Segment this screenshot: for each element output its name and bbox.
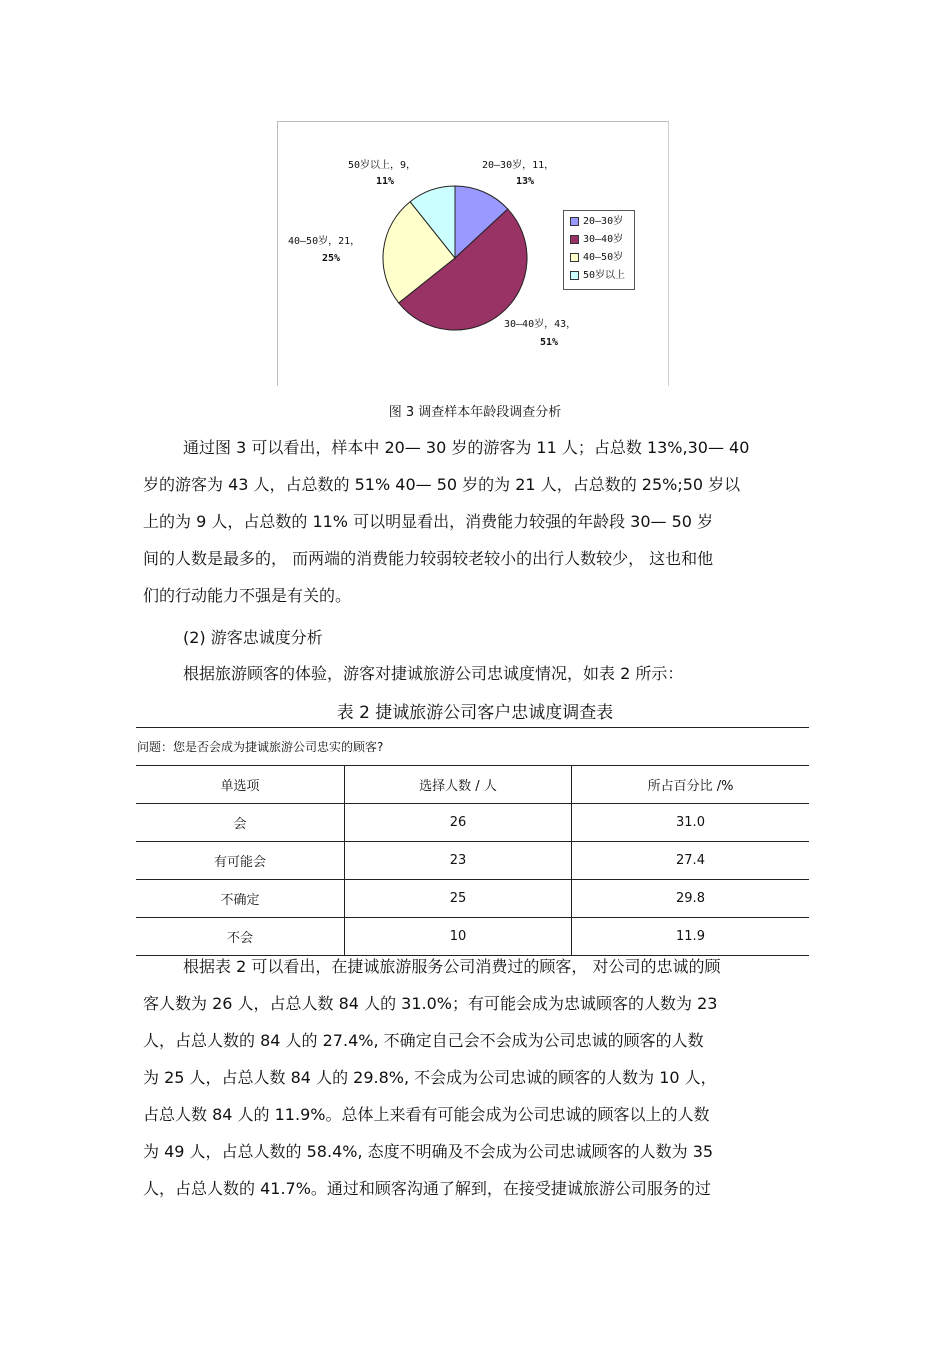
legend-label: 30—40岁	[583, 234, 624, 245]
pie-chart-frame	[277, 121, 669, 386]
legend-swatch	[570, 271, 579, 280]
header-cell: 单选项	[136, 766, 345, 804]
table-row	[136, 804, 809, 842]
text-line: 为 25 人，占总人数 84 人的 29.8%, 不会成为公司忠诚的顾客的人数为 10 人，	[143, 1068, 717, 1087]
text-line: 上的为 9 人，占总数的 11% 可以明显看出，消费能力较强的年龄段 30— 50 岁	[143, 512, 714, 531]
legend-swatch	[570, 253, 579, 262]
slice-label-4: 50岁以上，9，	[348, 160, 417, 171]
cell: 27.4	[572, 842, 810, 880]
cell: 29.8	[572, 880, 810, 918]
legend-label: 40—50岁	[583, 252, 624, 263]
table-question-row	[136, 728, 809, 766]
header-cell: 选择人数 / 人	[345, 766, 572, 804]
text-line: 通过图 3 可以看出，样本中 20— 30 岁的游客为 11 人；占总数 13%,30— 40	[183, 438, 750, 457]
cell: 26	[345, 804, 572, 842]
text-line: 人，占总人数的 41.7%。通过和顾客沟通了解到，在接受捷诚旅游公司服务的过	[143, 1179, 711, 1198]
legend-label: 50岁以上	[583, 270, 626, 281]
cell: 23	[345, 842, 572, 880]
text-line: 占总人数 84 人的 11.9%。总体上来看有可能会成为公司忠诚的顾客以上的人数	[143, 1105, 710, 1124]
slice-pct-4: 11%	[376, 176, 395, 187]
cell: 10	[345, 918, 572, 956]
legend-swatch	[570, 235, 579, 244]
legend-item	[570, 233, 623, 247]
legend-label: 20—30岁	[583, 216, 624, 227]
text-line: 间的人数是最多的， 而两端的消费能力较弱较老较小的出行人数较少， 这也和他	[143, 549, 714, 568]
slice-pct-2: 51%	[540, 337, 559, 348]
header-cell: 所占百分比 /%	[572, 766, 810, 804]
slice-label-3: 40—50岁，21，	[288, 236, 361, 247]
legend-swatch	[570, 217, 579, 226]
section-heading: (2) 游客忠诚度分析	[183, 628, 323, 647]
slice-pct-1: 13%	[516, 176, 535, 187]
chart-legend	[563, 210, 635, 290]
figure-caption: 图 3 调查样本年龄段调查分析	[388, 405, 562, 420]
table-row	[136, 842, 809, 880]
text-line: 为 49 人，占总人数的 58.4%, 态度不明确及不会成为公司忠诚顾客的人数为 35	[143, 1142, 714, 1161]
cell: 31.0	[572, 804, 810, 842]
table-header-row	[136, 766, 809, 804]
slice-label-1: 20—30岁，11，	[482, 160, 555, 171]
table-title: 表 2 捷诚旅游公司客户忠诚度调查表	[336, 703, 614, 723]
table-row	[136, 880, 809, 918]
loyalty-table	[136, 727, 809, 956]
legend-item	[570, 215, 623, 229]
slice-label-2: 30—40岁，43，	[504, 319, 577, 330]
slice-pct-3: 25%	[322, 253, 341, 264]
table-question: 问题：您是否会成为捷诚旅游公司忠实的顾客?	[136, 728, 809, 766]
text-line: 根据表 2 可以看出，在捷诚旅游服务公司消费过的顾客， 对公司的忠诚的顾	[183, 957, 721, 976]
intro-sentence: 根据旅游顾客的体验，游客对捷诚旅游公司忠诚度情况，如表 2 所示：	[183, 664, 684, 683]
cell: 25	[345, 880, 572, 918]
text-line: 客人数为 26 人，占总人数 84 人的 31.0%；有可能会成为忠诚顾客的人数为 23	[143, 994, 718, 1013]
paragraph-loyalty-analysis	[143, 948, 808, 1207]
cell: 不确定	[136, 880, 345, 918]
legend-item	[570, 251, 623, 265]
cell: 有可能会	[136, 842, 345, 880]
cell: 会	[136, 804, 345, 842]
text-line: 们的行动能力不强是有关的。	[143, 586, 352, 605]
legend-item	[570, 269, 625, 283]
text-line: 岁的游客为 43 人，占总数的 51% 40— 50 岁的为 21 人，占总数的 25%;50 岁以	[143, 475, 741, 494]
paragraph-age-analysis	[143, 429, 808, 614]
cell: 11.9	[572, 918, 810, 956]
cell: 不会	[136, 918, 345, 956]
text-line: 人，占总人数的 84 人的 27.4%, 不确定自己会不会成为公司忠诚的顾客的人数	[143, 1031, 704, 1050]
